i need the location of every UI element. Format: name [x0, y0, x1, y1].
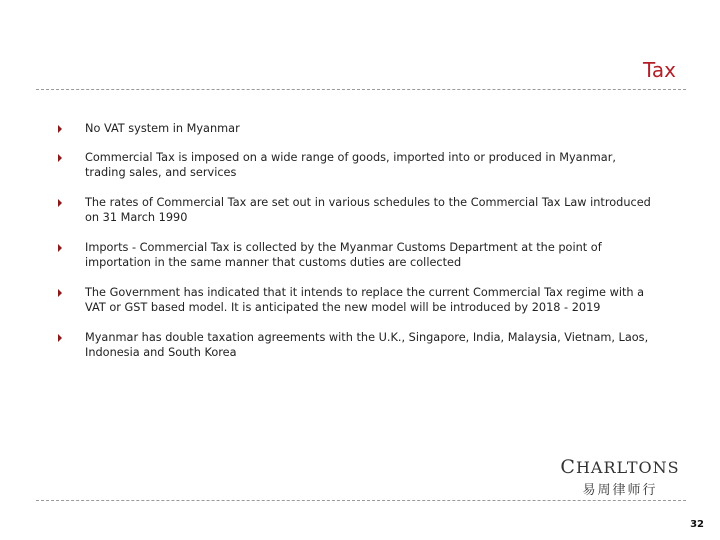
bullet-item: [58, 330, 658, 361]
logo-chinese-name: 易周律师行: [582, 483, 658, 498]
bullet-text: The rates of Commercial Tax are set out in various schedules to the Commercial Tax Law introduced on 31 March 1990: [85, 195, 651, 224]
bullet-text: Imports - Commercial Tax is collected by the Myanmar Customs Department at the point of importation in the same manner that customs duties are collected: [85, 240, 602, 269]
bullet-list: [58, 121, 658, 361]
bullet-item: [58, 121, 658, 137]
triangle-right-icon: [58, 125, 62, 133]
bullet-item: [58, 240, 658, 271]
triangle-right-icon: [58, 289, 62, 297]
logo-wordmark: CHARLTONS: [560, 456, 680, 478]
triangle-right-icon: [58, 199, 62, 207]
triangle-right-icon: [58, 334, 62, 342]
bullet-text: Commercial Tax is imposed on a wide range of goods, imported into or produced in Myanmar, trading sales, and services: [85, 150, 616, 179]
bullet-item: [58, 285, 658, 316]
bullet-text: The Government has indicated that it intends to replace the current Commercial Tax regime with a VAT or GST based model. It is anticipated the new model will be introduced by 2018 - 2019: [85, 285, 645, 314]
bullet-text: Myanmar has double taxation agreements with the U.K., Singapore, India, Malaysia, Vietnam, Laos, Indonesia and South Korea: [85, 330, 649, 359]
charltons-logo: [560, 458, 680, 498]
bottom-divider: [36, 500, 686, 501]
bullet-item: [58, 195, 658, 226]
triangle-right-icon: [58, 154, 62, 162]
slide-title: Tax: [643, 58, 676, 82]
bullet-item: [58, 150, 658, 181]
top-divider: [36, 89, 686, 90]
triangle-right-icon: [58, 244, 62, 252]
page-number: 32: [690, 519, 704, 530]
bullet-text: No VAT system in Myanmar: [85, 122, 240, 135]
